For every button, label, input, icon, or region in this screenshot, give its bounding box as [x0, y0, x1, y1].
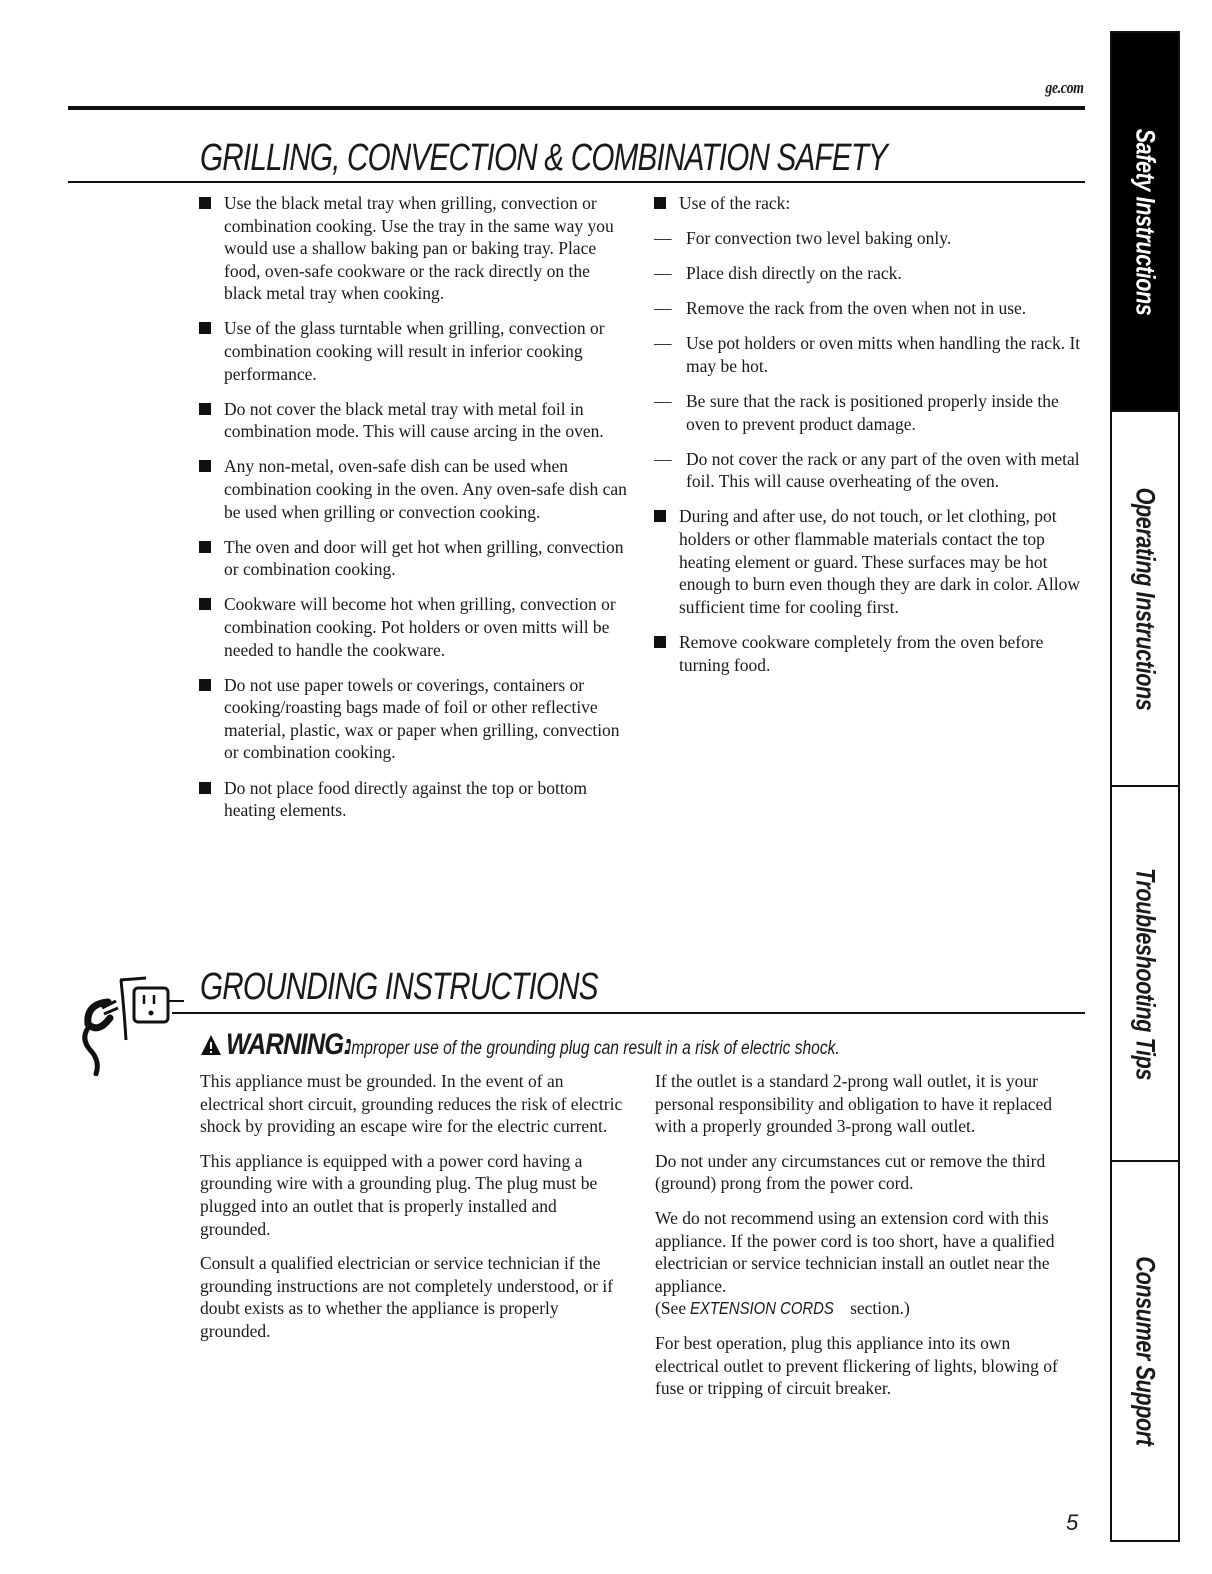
bullet-square-icon	[654, 636, 666, 648]
grilling-right-column	[654, 192, 1090, 689]
header-rule	[68, 106, 1085, 110]
em-dash-icon: —	[654, 228, 672, 249]
paragraph: For best operation, plug this appliance into its own electrical outlet to prevent flickering of lights, blowing of fuse or tripping of circuit breaker.	[655, 1332, 1058, 1399]
bullet-square-icon	[199, 598, 211, 610]
warning-triangle-icon	[200, 1034, 222, 1056]
bullet-square-icon	[654, 510, 666, 522]
paragraph: This appliance must be grounded. In the event of an electrical short circuit, grounding reduces the risk of electric shock by providing an escape wire for the electric current.	[200, 1071, 623, 1137]
bullet-square-icon	[199, 197, 211, 209]
paragraph: Do not under any circumstances cut or remove the third (ground) prong from the power cord.	[655, 1150, 1046, 1194]
extension-cords-reference[interactable]: EXTENSION CORDS	[690, 1298, 835, 1319]
page-number: 5	[1066, 1510, 1079, 1535]
list-item: Remove cookware completely from the oven before turning food.	[654, 631, 1090, 676]
list-item: During and after use, do not touch, or let clothing, pot holders or other flammable materials contact the top heating element or guard. These surfaces may be hot enough to burn even though they are dark in color. Allow sufficient time for cooling first.	[654, 505, 1090, 618]
section-rule	[68, 181, 1085, 183]
grilling-left-column	[199, 192, 629, 834]
paragraph: If the outlet is a standard 2-prong wall outlet, it is your personal responsibility and obligation to have it replaced with a properly grounded 3-prong wall outlet.	[655, 1071, 1053, 1137]
bullet-square-icon	[199, 322, 211, 334]
list-item: Any non-metal, oven-safe dish can be used when combination cooking in the oven. Any oven-safe dish can be used when grilling or convection cooking.	[199, 455, 629, 523]
paragraph: Consult a qualified electrician or service technician if the grounding instructions are not completely understood, or if doubt exists as to whether the appliance is properly grounded.	[200, 1253, 614, 1341]
list-item: Use of the glass turntable when grilling, convection or combination cooking will result in inferior cooking performance.	[199, 317, 629, 385]
paragraph: This appliance is equipped with a power cord having a grounding wire with a grounding plug. The plug must be plugged into an outlet that is properly installed and grounded.	[200, 1150, 598, 1239]
list-item: Do not use paper towels or coverings, containers or cooking/roasting bags made of foil or other reflective material, plastic, wax or paper when grilling, convection or combination cooking.	[199, 674, 629, 764]
em-dash-icon: —	[654, 298, 672, 319]
list-item: The oven and door will get hot when grilling, convection or combination cooking.	[199, 536, 629, 581]
bullet-square-icon	[199, 460, 211, 472]
bullet-square-icon	[199, 541, 211, 553]
tab-safety-instructions[interactable]: Safety Instructions	[1110, 31, 1180, 412]
em-dash-icon: —	[654, 448, 672, 469]
grounding-left-column	[200, 1070, 630, 1355]
rack-sub-item: — Do not cover the rack or any part of the oven with metal foil. This will cause overheating of the oven.	[654, 448, 1080, 492]
warning-label: WARNING:	[226, 1028, 351, 1061]
site-url: ge.com	[1045, 78, 1084, 97]
list-item-rack-heading: Use of the rack:	[654, 192, 1090, 215]
bullet-square-icon	[199, 403, 211, 415]
rack-sub-item: — Place dish directly on the rack.	[654, 263, 902, 284]
warning-text: Improper use of the grounding plug can result in a risk of electric shock.	[346, 1038, 840, 1059]
paragraph-extension-cord: We do not recommend using an extension cord with this appliance. If the power cord is too short, have a qualified electrician or service technician install an outlet near the appliance. (See EXTENSION CORDS section.)	[655, 1207, 1055, 1319]
em-dash-icon: —	[654, 333, 672, 354]
list-item: Do not place food directly against the top or bottom heating elements.	[199, 777, 629, 822]
side-tab-nav	[1110, 31, 1180, 1542]
list-item: Use the black metal tray when grilling, convection or combination cooking. Use the tray in the same way you would use a shallow baking pan or baking tray. Place food, oven-safe cookware or the rack directly on the black metal tray when cooking.	[199, 192, 629, 305]
rack-sub-item: — Use pot holders or oven mitts when handling the rack. It may be hot.	[654, 333, 1081, 376]
em-dash-icon: —	[654, 391, 672, 412]
tab-troubleshooting-tips[interactable]: Troubleshooting Tips	[1110, 785, 1180, 1162]
list-item: Do not cover the black metal tray with metal foil in combination mode. This will cause arcing in the oven.	[199, 398, 629, 443]
plug-outlet-icon	[78, 968, 188, 1076]
rack-sub-item: — Be sure that the rack is positioned properly inside the oven to prevent product damage.	[654, 391, 1059, 434]
bullet-square-icon	[654, 197, 666, 209]
section-title-grounding: GROUNDING INSTRUCTIONS	[200, 966, 598, 1008]
em-dash-icon: —	[654, 263, 672, 284]
bullet-square-icon	[199, 679, 211, 691]
grounding-right-column	[655, 1070, 1075, 1412]
section-title-grilling-safety: GRILLING, CONVECTION & COMBINATION SAFETY	[200, 137, 888, 179]
rack-sub-item: — Remove the rack from the oven when not in use.	[654, 298, 1027, 319]
section-rule	[172, 1012, 1085, 1014]
bullet-square-icon	[199, 782, 211, 794]
tab-operating-instructions[interactable]: Operating Instructions	[1110, 410, 1180, 787]
tab-consumer-support[interactable]: Consumer Support	[1110, 1160, 1180, 1542]
list-item: Cookware will become hot when grilling, convection or combination cooking. Pot holders or oven mitts will be needed to handle the cookware.	[199, 593, 629, 661]
rack-sub-item: — For convection two level baking only.	[654, 228, 952, 249]
warning-banner	[200, 1028, 948, 1062]
